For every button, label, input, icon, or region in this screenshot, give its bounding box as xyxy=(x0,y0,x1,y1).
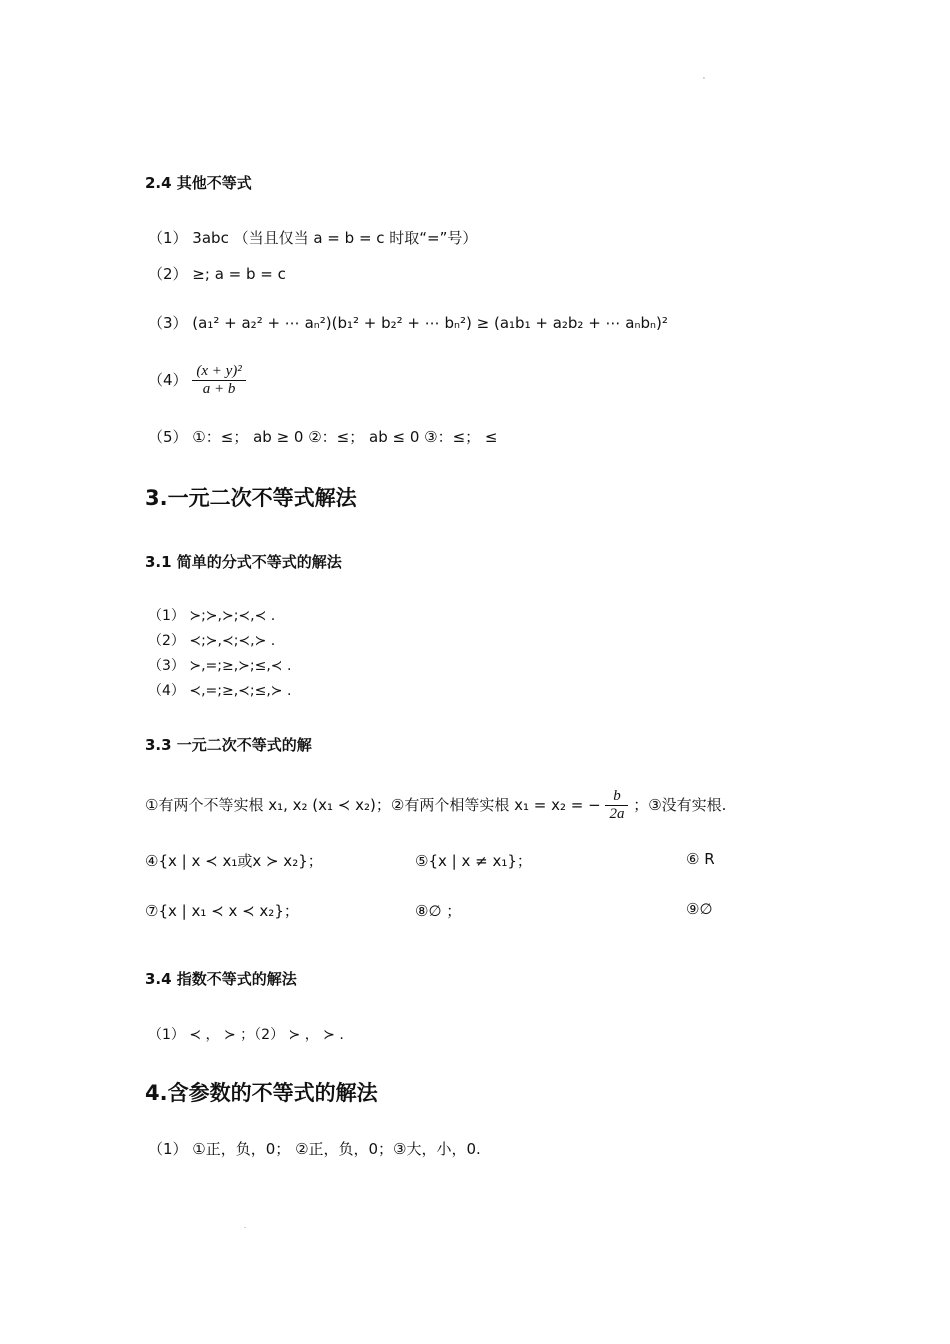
s34-line: （1） ≺ ， ≻ ；（2） ≻ ， ≻ . xyxy=(148,1027,344,1043)
s24-item-4-denominator: a + b xyxy=(202,381,236,397)
s31-item-4: （4） ≺,=;≥,≺;≤,≻ . xyxy=(148,683,292,699)
section-4-title: 4.含参数的不等式的解法 xyxy=(145,1081,378,1105)
s24-item-4 xyxy=(148,363,246,398)
section-3-title: 3.一元二次不等式解法 xyxy=(145,486,357,510)
s33-row-1 xyxy=(145,788,726,823)
s33-answer-7: ⑦{x | x₁ ≺ x ≺ x₂}； xyxy=(145,902,299,920)
s33-row-1-fraction xyxy=(605,788,628,823)
s24-item-4-label: （4） xyxy=(148,371,188,389)
s33-row-1-denominator: 2a xyxy=(609,806,625,822)
section-3-3-title: 3.3 一元二次不等式的解 xyxy=(145,736,312,754)
s24-item-4-fraction xyxy=(192,363,245,398)
s24-item-5: （5） ①：≤； ab ≥ 0 ②：≤； ab ≤ 0 ③：≤； ≤ xyxy=(148,428,498,446)
section-3-4-title: 3.4 指数不等式的解法 xyxy=(145,970,297,988)
section-3-1-title: 3.1 简单的分式不等式的解法 xyxy=(145,553,342,571)
s33-row-1-part-b: ；③没有实根. xyxy=(633,796,727,814)
s24-item-1: （1） 3abc （当且仅当 a = b = c 时取“=”号） xyxy=(148,229,478,247)
s24-item-2: （2） ≥; a = b = c xyxy=(148,265,286,283)
s33-answer-4: ④{x | x ≺ x₁或x ≻ x₂}； xyxy=(145,852,323,870)
page-marker-bottom: . xyxy=(244,1222,247,1230)
s31-item-2: （2） ≺;≻,≺;≺,≻ . xyxy=(148,633,276,649)
s31-item-1: （1） ≻;≻,≻;≺,≺ . xyxy=(148,608,276,624)
s24-item-4-numerator: (x + y)² xyxy=(192,363,245,381)
s31-item-3: （3） ≻,=;≥,≻;≤,≺ . xyxy=(148,658,292,674)
s4-line: （1） ①正，负，0； ②正，负，0；③大，小，0. xyxy=(148,1140,481,1158)
s33-answer-8: ⑧∅ ； xyxy=(415,902,462,920)
page-marker-top: ' xyxy=(703,76,705,84)
s33-answer-6: ⑥ R xyxy=(686,850,715,868)
s33-answer-5: ⑤{x | x ≠ x₁}； xyxy=(415,852,532,870)
s33-row-1-part-a: ①有两个不等实根 x₁, x₂ (x₁ ≺ x₂)；②有两个相等实根 x₁ = x₂ = − xyxy=(145,796,601,814)
s33-answer-9: ⑨∅ xyxy=(686,900,713,918)
section-2-4-title: 2.4 其他不等式 xyxy=(145,174,252,192)
s33-row-1-numerator: b xyxy=(605,788,628,806)
s24-item-3: （3） (a₁² + a₂² + ⋯ aₙ²)(b₁² + b₂² + ⋯ bₙ²) ≥ (a₁b₁ + a₂b₂ + ⋯ aₙbₙ)² xyxy=(148,314,668,332)
